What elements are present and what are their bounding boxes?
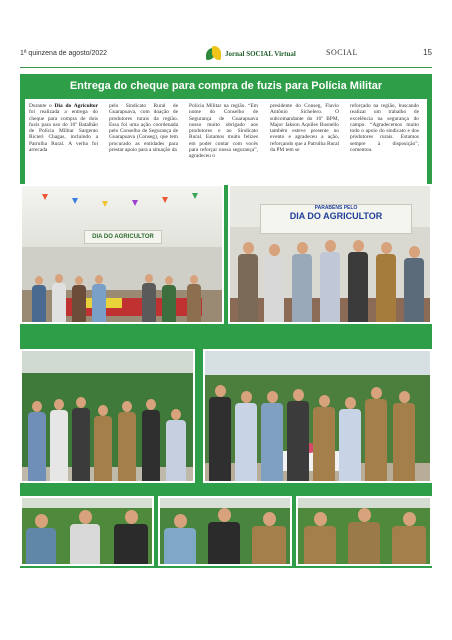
photo-event-tent	[20, 184, 224, 324]
page-number: 15	[423, 48, 432, 57]
check-banner	[260, 204, 412, 234]
text-column-1: Durante o Dia do Agricultor foi realizada a entrega do cheque para compra de dois fuzis para uso do 16º Batalhão de Polícia Militar Sargento Ricieri Chagas, incluindo a Patrulha Rural. A verba foi arrecada	[29, 103, 98, 154]
section-name: SOCIAL	[326, 48, 358, 57]
article-title: Entrega do cheque para compra de fuzis para Polícia Militar	[69, 80, 383, 92]
photo-check-delivery	[228, 184, 432, 324]
leaf-logo-icon	[206, 46, 222, 62]
banner-top-text: PARABÉNS PELO	[314, 205, 358, 211]
logo-text: Jornal SOCIAL Virtual	[225, 50, 296, 58]
article-text-panel	[25, 99, 427, 185]
photo-group-hedge	[20, 349, 195, 483]
photo-handshake-2	[158, 496, 292, 566]
photo-group-table	[203, 349, 432, 483]
issue-date: 1ª quinzena de agosto/2022	[20, 50, 108, 57]
text-column-3: Polícia Militar na região. “Em nome do Conselho de Segurança de Guarapuava nosso muito obrigado aos produtores e ao Sindicato Rural. Estamos muito felizes em poder contar com vocês para reforçar nossa segurança”, agradeceu o	[189, 103, 258, 160]
text-column-4: presidente do Conseg, Flavio Antônio Sichelero. O subcomandante do 16º BPM, Major Jakson Aquiles Busnello também esteve presente no evento e agradeceu a ação, reforçando que a Patrulha Rural da PM tem se	[270, 103, 339, 154]
photo-handshake-1	[20, 496, 154, 566]
header-divider	[20, 67, 432, 68]
photo-police-officers	[296, 496, 432, 566]
event-banner: DIA DO AGRICULTOR	[84, 230, 162, 244]
banner-main-text: DIA DO AGRICULTOR	[289, 211, 383, 221]
highlighted-phrase: Dia do Agricultor	[54, 103, 98, 109]
page-header	[20, 44, 432, 66]
text-column-5: reforçado na região, buscando realizar um trabalho de excelência na segurança do campo. “Agradecemos muito todo o apoio do sindicato e dos produtores rurais. Estamos sempre à disposição”, comentou.	[350, 103, 419, 154]
article-box	[20, 74, 432, 568]
newspaper-logo	[206, 45, 296, 63]
text-column-2: pelo Sindicato Rural de Guarapuava, com doação de produtores rurais da região. Essa foi uma ação coordenada pelo Conselho de Segurança de Guarapuava (Conseg), que tem procurado as entidades para prestar apoio para a situação da	[109, 103, 178, 154]
